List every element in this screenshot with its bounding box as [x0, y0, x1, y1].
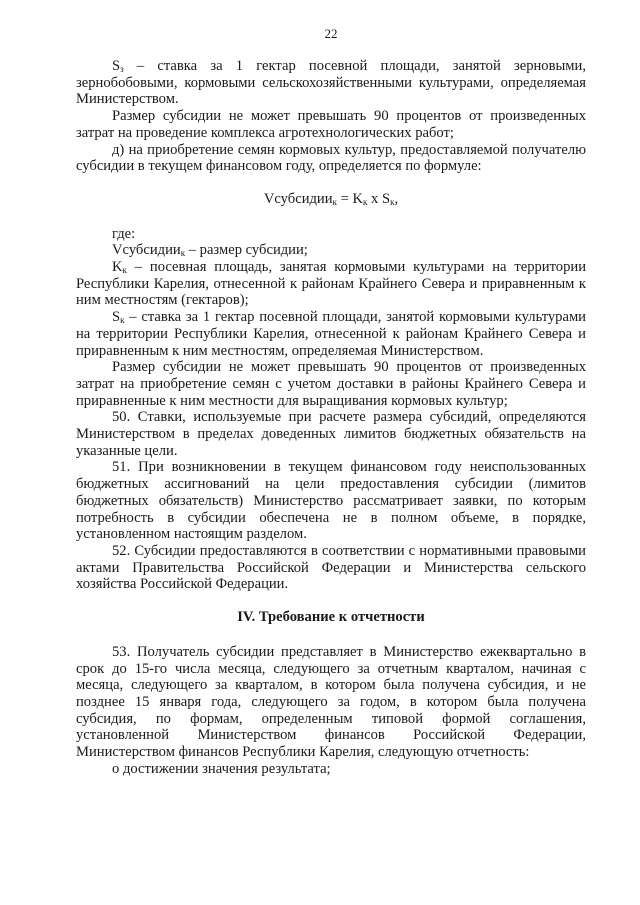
formula-k-subscript: к	[363, 196, 368, 207]
formula-eq: = K	[336, 190, 363, 207]
definition-area	[76, 259, 586, 309]
symbol-s: S	[112, 58, 121, 74]
definition-subsidy	[76, 242, 586, 259]
formula	[76, 191, 586, 208]
formula-lhs-subscript: к	[332, 196, 337, 207]
paragraph-text: – ставка за 1 гектар посевной площади, занятой зерновыми, зернобобовыми, кормовыми сельскохозяйственными культурами, определяемая Министерством.	[76, 58, 586, 108]
paragraph-51: 51. При возникновении в текущем финансовом году неиспользованных бюджетных ассигнований на цели предоставления субсидии (лимитов бюджетных обязательств) Министерство рассматривает заявки, по которым потребность в субсидии обеспечена не в полном объеме, в порядке, установленном настоящим разделом.	[76, 459, 586, 543]
definition-text: – размер субсидии;	[185, 242, 308, 259]
definition-symbol: S	[112, 309, 121, 326]
paragraph-limit-agro: Размер субсидии не может превышать 90 процентов от произведенных затрат на проведение комплекса агротехнологических работ;	[76, 108, 586, 141]
definition-subscript: к	[120, 315, 125, 326]
document-body	[76, 58, 586, 777]
section-heading: IV. Требование к отчетности	[237, 609, 425, 626]
definition-symbol: K	[112, 259, 123, 276]
definition-subscript: к	[122, 265, 127, 276]
paragraph-result: о достижении значения результата;	[112, 760, 331, 777]
page-number: 22	[324, 26, 338, 41]
paragraph-52: 52. Субсидии предоставляются в соответствии с нормативными правовыми актами Правительства Российской Федерации и Министерства сельского хозяйства Российской Федерации.	[76, 542, 586, 593]
definition-subscript: к	[180, 248, 186, 259]
symbol-subscript: з	[120, 64, 124, 74]
paragraph-53: 53. Получатель субсидии представляет в Министерство ежеквартально в срок до 15-го числа месяца, следующего за отчетным кварталом, начиная с месяца, следующего за кварталом, в котором была получена субсидия, и не позднее 15 января года, следующего за годом, в котором была получена субсидия, по формам, определенным типовой формой соглашения, установленной Министерством финансов Российской Федерации, Министерством финансов Республики Карелия, следующую отчетность:	[76, 643, 586, 761]
paragraph-rate-grain	[76, 58, 586, 108]
definition-text: – ставка за 1 гектар посевной площади, занятой кормовыми культурами на территории Республики Карелия, отнесенной к районам Крайнего Севера и приравненным к ним местностям, определяемая Министерством.	[76, 309, 586, 359]
formula-s-subscript: к	[390, 196, 395, 207]
paragraph-50: 50. Ставки, используемые при расчете размера субсидий, определяются Министерством в пределах доведенных лимитов бюджетных обязательств на указанные цели.	[76, 409, 586, 459]
paragraph-limit-seeds: Размер субсидии не может превышать 90 процентов от произведенных затрат на приобретение семян с учетом доставки в районы Крайнего Севера и приравненные к ним местности для выращивания кормовых культур;	[76, 359, 586, 409]
formula-lhs: Vсубсидии	[263, 190, 333, 207]
formula-times: x S	[367, 190, 391, 207]
paragraph-feed-seeds: д) на приобретение семян кормовых культур, предоставляемой получателю субсидии в текущем финансовом году, определяется по формуле:	[76, 141, 586, 175]
definition-text: – посевная площадь, занятая кормовыми культурами на территории Республики Карелия, отнесенной к районам Крайнего Севера и приравненным к ним местностям (гектаров);	[76, 259, 586, 309]
definition-symbol: Vсубсидии	[112, 242, 181, 259]
definition-rate	[76, 309, 586, 359]
paragraph-where: где:	[112, 225, 136, 242]
formula-end: ,	[394, 190, 399, 207]
